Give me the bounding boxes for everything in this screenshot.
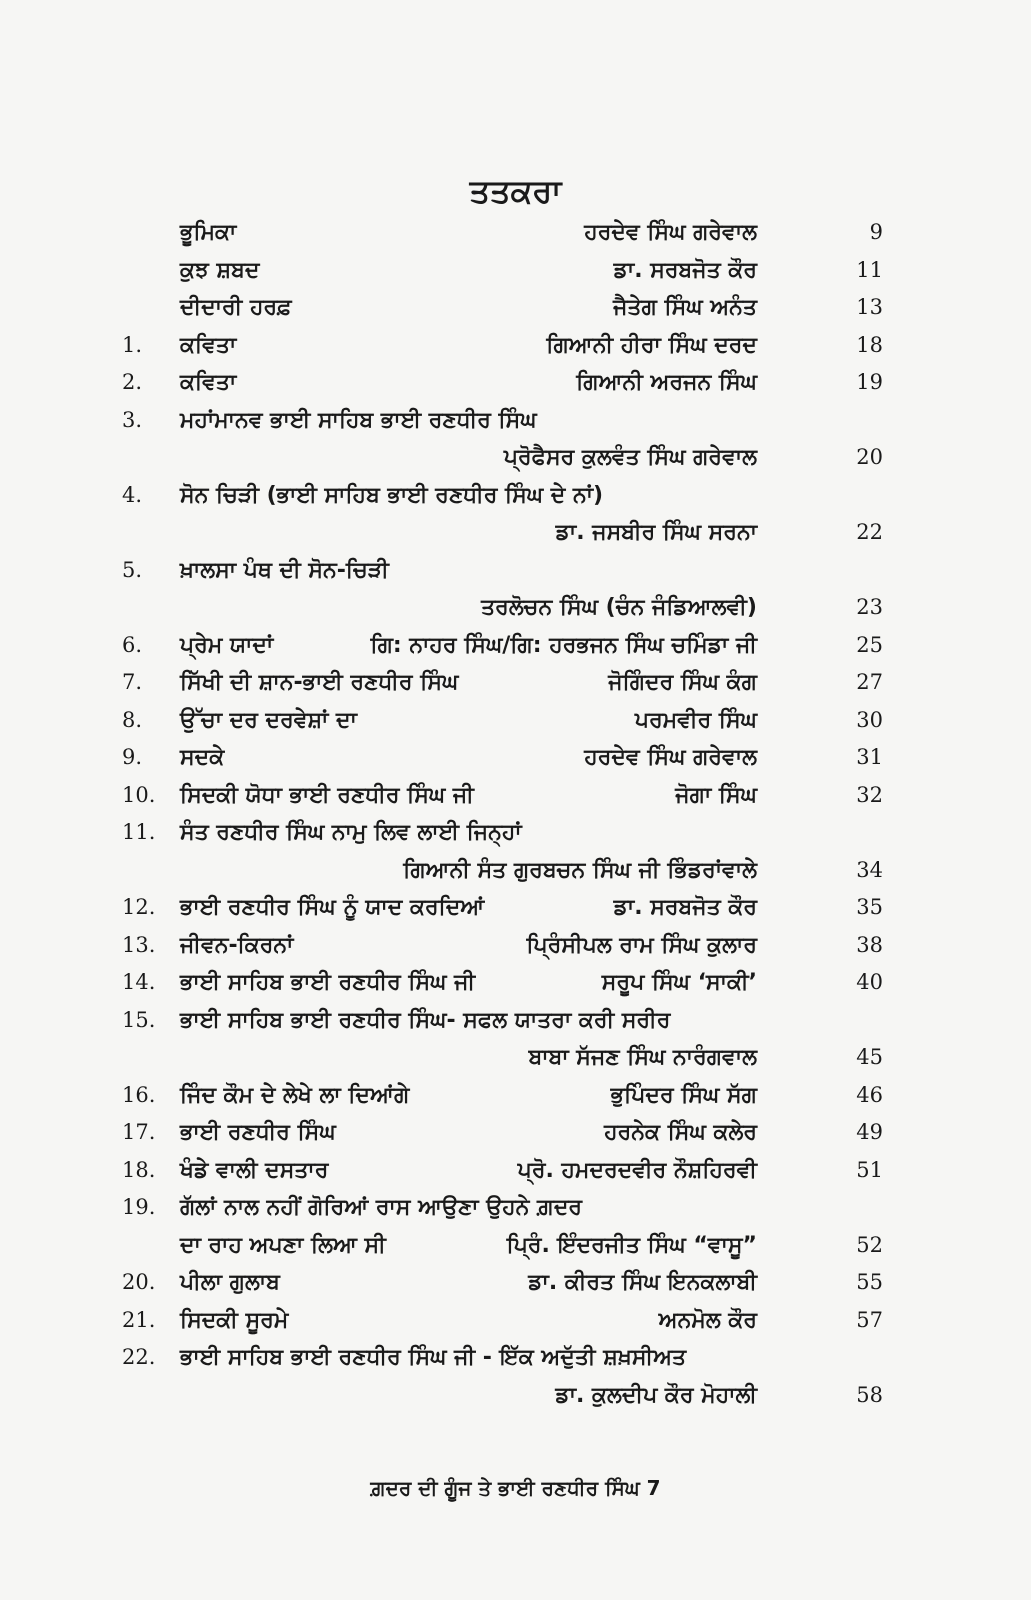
entry-page: 35: [856, 895, 883, 919]
entry-author: ਪ੍ਰਿੰਸੀਪਲ ਰਾਮ ਸਿੰਘ ਕੁਲਾਰ: [526, 932, 757, 958]
entry-title: ਭਾਈ ਰਣਧੀਰ ਸਿੰਘ ਨੂੰ ਯਾਦ ਕਰਦਿਆਂ: [180, 895, 485, 920]
entry-author: ਸਰੂਪ ਸਿੰਘ ‘ਸਾਕੀ’: [601, 970, 757, 995]
entry-page: 30: [856, 707, 883, 732]
entry-page: 55: [856, 1270, 883, 1294]
toc-entry: [0, 552, 1031, 590]
entry-page: 34: [856, 857, 883, 882]
entry-title: ਦੀਦਾਰੀ ਹਰਫ਼: [180, 295, 292, 320]
toc-entry: [0, 889, 1031, 927]
entry-page: 27: [856, 670, 883, 694]
entry-title: ਖ਼ਾਲਸਾ ਪੰਥ ਦੀ ਸੋਨ-ਚਿੜੀ: [180, 557, 389, 583]
entry-page: 25: [856, 632, 883, 657]
entry-page: 46: [856, 1082, 883, 1107]
entry-author: ਜੈਤੇਗ ਸਿੰਘ ਅਨੰਤ: [613, 295, 757, 320]
entry-author: ਪ੍ਰੋ. ਹਮਦਰਦਵੀਰ ਨੌਸ਼ਹਿਰਵੀ: [517, 1157, 757, 1183]
entry-author: ਡਾ. ਕੀਰਤ ਸਿੰਘ ਇਨਕਲਾਬੀ: [528, 1270, 757, 1295]
toc-entry: [0, 1152, 1031, 1190]
entry-title: ਗੱਲਾਂ ਨਾਲ ਨਹੀਂ ਗੋਰਿਆਂ ਰਾਸ ਆਉਣਾ ਉਹਨੇ ਗ਼ਦਰ: [180, 1195, 583, 1220]
toc-entry: [0, 1002, 1031, 1040]
entry-author: ਪ੍ਰੋਫੈਸਰ ਕੁਲਵੰਤ ਸਿੰਘ ਗਰੇਵਾਲ: [503, 445, 757, 470]
entry-title: ਭਾਈ ਰਣਧੀਰ ਸਿੰਘ: [180, 1120, 336, 1145]
toc-entry: [0, 852, 1031, 890]
entry-number: 13.: [122, 932, 156, 957]
entry-number: 16.: [122, 1082, 156, 1107]
entry-page: 9: [869, 220, 883, 244]
entry-number: 5.: [122, 557, 143, 582]
entry-number: 21.: [122, 1307, 156, 1332]
entry-title: ਕਵਿਤਾ: [180, 332, 237, 358]
entry-author: ਡਾ. ਕੁਲਦੀਪ ਕੌਰ ਮੋਹਾਲੀ: [555, 1382, 757, 1408]
entry-title: ਪੀਲਾ ਗੁਲਾਬ: [180, 1270, 280, 1295]
toc-entry: [0, 214, 1031, 252]
entry-author: ਬਾਬਾ ਸੱਜਣ ਸਿੰਘ ਨਾਰੰਗਵਾਲ: [528, 1045, 757, 1070]
entry-author: ਹਰਦੇਵ ਸਿੰਘ ਗਰੇਵਾਲ: [584, 745, 757, 770]
entry-number: 3.: [122, 407, 143, 432]
entry-title: ਸੰਤ ਰਣਧੀਰ ਸਿੰਘ ਨਾਮੁ ਲਿਵ ਲਾਈ ਜਿਨ੍ਹਾਂ: [180, 820, 522, 845]
entry-number: 8.: [122, 707, 143, 732]
page-footer: ਗ਼ਦਰ ਦੀ ਗੂੰਜ ਤੇ ਭਾਈ ਰਣਧੀਰ ਸਿੰਘ 7: [370, 1476, 661, 1500]
entry-page: 49: [856, 1120, 883, 1144]
toc-entry: [0, 289, 1031, 327]
entry-number: 6.: [122, 632, 143, 657]
entry-title: ਜਿੰਦ ਕੌਮ ਦੇ ਲੇਖੇ ਲਾ ਦਿਆਂਗੇ: [180, 1082, 410, 1108]
toc-entry: [0, 1077, 1031, 1115]
entry-author: ਪਰਮਵੀਰ ਸਿੰਘ: [634, 707, 757, 733]
toc-entry: [0, 1339, 1031, 1377]
entry-page: 23: [856, 595, 883, 619]
entry-number: 1.: [122, 332, 143, 357]
toc-entry: [0, 964, 1031, 1002]
entry-page: 52: [856, 1232, 883, 1257]
entry-title: ਸਿੱਖੀ ਦੀ ਸ਼ਾਨ-ਭਾਈ ਰਣਧੀਰ ਸਿੰਘ: [180, 670, 459, 695]
entry-title: ਸੋਨ ਚਿੜੀ (ਭਾਈ ਸਾਹਿਬ ਭਾਈ ਰਣਧੀਰ ਸਿੰਘ ਦੇ ਨਾਂ): [180, 482, 604, 508]
toc-entry: [0, 664, 1031, 702]
toc-entry: [0, 1114, 1031, 1152]
entry-author: ਗਿਆਨੀ ਸੰਤ ਗੁਰਬਚਨ ਸਿੰਘ ਜੀ ਭਿੰਡਰਾਂਵਾਲੇ: [403, 857, 757, 883]
entry-author: ਗਿਆਨੀ ਹੀਰਾ ਸਿੰਘ ਦਰਦ: [546, 332, 757, 358]
entry-number: 22.: [122, 1345, 156, 1369]
entry-title: ਕਵਿਤਾ: [180, 370, 237, 395]
page-title: ਤਤਕਰਾ: [469, 172, 562, 210]
toc-entry: [0, 1264, 1031, 1302]
toc-entry: [0, 327, 1031, 365]
entry-title: ਸਦਕੇ: [180, 745, 225, 770]
entry-title: ਭੂਮਿਕਾ: [180, 220, 237, 245]
entry-author: ਪ੍ਰਿੰ. ਇੰਦਰਜੀਤ ਸਿੰਘ “ਵਾਸੂ”: [506, 1232, 757, 1258]
entry-number: 17.: [122, 1120, 156, 1144]
entry-title: ਜੀਵਨ-ਕਿਰਨਾਂ: [180, 932, 294, 958]
toc-entry: [0, 927, 1031, 965]
entry-number: 4.: [122, 482, 143, 507]
entry-number: 18.: [122, 1157, 156, 1182]
entry-number: 14.: [122, 970, 156, 994]
toc-entry: [0, 1189, 1031, 1227]
entry-author: ਤਰਲੋਚਨ ਸਿੰਘ (ਚੰਨ ਜੰਡਿਆਲਵੀ): [481, 595, 757, 620]
entry-number: 2.: [122, 370, 143, 394]
entry-number: 12.: [122, 895, 156, 919]
entry-page: 18: [856, 332, 883, 357]
entry-page: 11: [856, 257, 883, 282]
entry-author: ਹਰਦੇਵ ਸਿੰਘ ਗਰੇਵਾਲ: [584, 220, 757, 245]
entry-author: ਡਾ. ਸਰਬਜੋਤ ਕੌਰ: [613, 895, 757, 920]
entry-title: ਉੱਚਾ ਦਰ ਦਰਵੇਸ਼ਾਂ ਦਾ: [180, 707, 357, 733]
toc-entry: [0, 589, 1031, 627]
entry-page: 40: [856, 970, 883, 994]
entry-number: 11.: [122, 820, 156, 844]
toc-entry: [0, 477, 1031, 515]
toc-entry: [0, 1302, 1031, 1340]
entry-title: ਕੁਝ ਸ਼ਬਦ: [180, 257, 260, 283]
entry-author: ਡਾ. ਸਰਬਜੋਤ ਕੌਰ: [613, 257, 757, 283]
entry-page: 57: [856, 1307, 883, 1332]
entry-title: ਭਾਈ ਸਾਹਿਬ ਭਾਈ ਰਣਧੀਰ ਸਿੰਘ- ਸਫਲ ਯਾਤਰਾ ਕਰੀ ਸਰੀਰ: [180, 1007, 671, 1033]
toc-entry: [0, 1227, 1031, 1265]
entry-title: ਮਹਾਂਮਾਨਵ ਭਾਈ ਸਾਹਿਬ ਭਾਈ ਰਣਧੀਰ ਸਿੰਘ: [180, 407, 537, 433]
table-of-contents: [0, 214, 1031, 1414]
entry-page: 19: [856, 370, 883, 394]
entry-number: 10.: [122, 782, 156, 807]
entry-title: ਭਾਈ ਸਾਹਿਬ ਭਾਈ ਰਣਧੀਰ ਸਿੰਘ ਜੀ: [180, 970, 476, 995]
entry-page: 45: [856, 1045, 883, 1069]
entry-title: ਸਿਦਕੀ ਸੂਰਮੇ: [180, 1307, 289, 1333]
toc-entry: [0, 814, 1031, 852]
entry-title: ਖੰਡੇ ਵਾਲੀ ਦਸਤਾਰ: [180, 1157, 329, 1183]
entry-page: 20: [856, 445, 883, 469]
entry-author: ਹਰਨੇਕ ਸਿੰਘ ਕਲੇਰ: [604, 1120, 757, 1145]
entry-number: 9.: [122, 745, 143, 769]
toc-entry: [0, 402, 1031, 440]
entry-page: 22: [856, 520, 883, 544]
entry-author: ਜੋਗਿੰਦਰ ਸਿੰਘ ਕੰਗ: [608, 670, 757, 695]
entry-title: ਦਾ ਰਾਹ ਅਪਣਾ ਲਿਆ ਸੀ: [180, 1232, 386, 1258]
entry-title: ਭਾਈ ਸਾਹਿਬ ਭਾਈ ਰਣਧੀਰ ਸਿੰਘ ਜੀ - ਇੱਕ ਅਦੁੱਤੀ ਸ਼ਖ਼ਸੀਅਤ: [180, 1345, 687, 1370]
entry-page: 38: [856, 932, 883, 957]
entry-author: ਭੁਪਿੰਦਰ ਸਿੰਘ ਸੱਗ: [610, 1082, 757, 1108]
entry-author: ਅਨਮੋਲ ਕੌਰ: [658, 1307, 757, 1333]
entry-page: 51: [856, 1157, 883, 1182]
toc-entry: [0, 1377, 1031, 1415]
toc-entry: [0, 1039, 1031, 1077]
toc-entry: [0, 702, 1031, 740]
entry-author: ਗਿਆਨੀ ਅਰਜਨ ਸਿੰਘ: [576, 370, 757, 395]
entry-number: 20.: [122, 1270, 156, 1294]
toc-entry: [0, 777, 1031, 815]
entry-title: ਸਿਦਕੀ ਯੋਧਾ ਭਾਈ ਰਣਧੀਰ ਸਿੰਘ ਜੀ: [180, 782, 474, 808]
entry-page: 13: [856, 295, 883, 319]
entry-page: 31: [856, 745, 883, 769]
entry-number: 7.: [122, 670, 143, 694]
entry-page: 58: [856, 1382, 883, 1407]
toc-entry: [0, 439, 1031, 477]
entry-author: ਡਾ. ਜਸਬੀਰ ਸਿੰਘ ਸਰਨਾ: [555, 520, 757, 545]
entry-author: ਜੋਗਾ ਸਿੰਘ: [675, 782, 757, 808]
entry-author: ਗਿ: ਨਾਹਰ ਸਿੰਘ/ਗਿ: ਹਰਭਜਨ ਸਿੰਘ ਚਮਿੰਡਾ ਜੀ: [370, 632, 757, 658]
entry-page: 32: [856, 782, 883, 807]
toc-entry: [0, 252, 1031, 290]
toc-entry: [0, 739, 1031, 777]
toc-entry: [0, 514, 1031, 552]
entry-title: ਪ੍ਰੇਮ ਯਾਦਾਂ: [180, 632, 274, 658]
entry-number: 19.: [122, 1195, 156, 1219]
toc-entry: [0, 627, 1031, 665]
toc-entry: [0, 364, 1031, 402]
entry-number: 15.: [122, 1007, 156, 1032]
